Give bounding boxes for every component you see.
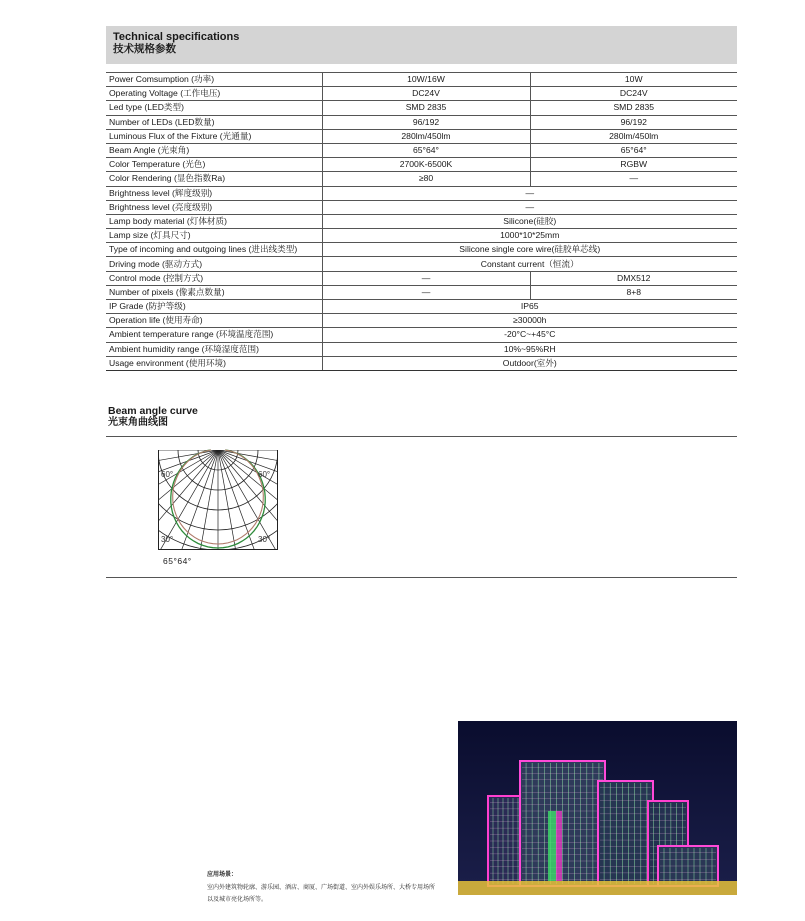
spec-table [106,72,737,371]
polar-label-30-right: 30° [258,535,271,544]
spec-row [106,229,737,243]
spec-row [106,87,737,101]
spec-param: Control mode (控制方式) [106,271,322,285]
beam-caption: 65°64° [163,556,192,566]
building-pink-strip [556,811,562,881]
spec-value-1: 2700K-6500K [322,158,530,172]
spec-value-2: SMD 2835 [530,101,737,115]
spec-value: Outdoor(室外) [322,356,737,370]
spec-row [106,200,737,214]
beam-bottom-rule [106,577,737,578]
spec-param: Type of incoming and outgoing lines (进出线类型) [106,243,322,257]
spec-row [106,285,737,299]
spec-row [106,101,737,115]
spec-value-2: 10W [530,73,737,87]
application-line-1: 室内外建筑物轮廓、游乐园、酒店、商厦、广场街道、室内外娱乐场所、大桥专用场所 [207,885,436,891]
spec-value-2: — [530,172,737,186]
spec-row [106,300,737,314]
spec-value-1: DC24V [322,87,530,101]
spec-param: Led type (LED类型) [106,101,322,115]
spec-value: ≥30000h [322,314,737,328]
spec-value-1: — [322,271,530,285]
spec-value: Constant current（恒流） [322,257,737,271]
spec-value: IP65 [322,300,737,314]
polar-label-30-left: 30° [161,535,174,544]
spec-row [106,186,737,200]
spec-row [106,73,737,87]
spec-value: 1000*10*25mm [322,229,737,243]
beam-title-cn: 光束角曲线图 [108,417,168,428]
spec-param: Color Temperature (光色) [106,158,322,172]
spec-param: Ambient temperature range (环境温度范围) [106,328,322,342]
spec-param: Ambient humidity range (环境湿度范围) [106,342,322,356]
spec-row [106,342,737,356]
application-line-2: 以及城市亮化场所等。 [207,897,268,903]
spec-row [106,356,737,370]
spec-row [106,158,737,172]
polar-top-mask [158,446,278,450]
spec-row [106,143,737,157]
spec-row [106,257,737,271]
polar-label-60-right: 60° [258,470,271,479]
photo-street-glow [458,881,737,895]
spec-header [106,26,737,64]
spec-param: IP Grade (防护等级) [106,300,322,314]
beam-title-en: Beam angle curve [108,405,198,417]
spec-value-1: — [322,285,530,299]
spec-value: — [322,200,737,214]
application-title: 应用场景： [207,872,238,878]
spec-param: Number of pixels (像素点数量) [106,285,322,299]
spec-value-2: 280lm/450lm [530,129,737,143]
spec-param: Brightness level (亮度级别) [106,200,322,214]
spec-param: Lamp size (灯具尺寸) [106,229,322,243]
spec-value: -20°C~+45°C [322,328,737,342]
spec-param: Lamp body material (灯体材质) [106,214,322,228]
spec-row [106,271,737,285]
spec-title-cn: 技术规格参数 [113,43,176,55]
spec-value-2: 65°64° [530,143,737,157]
spec-row [106,243,737,257]
polar-label-60-left: 60° [161,470,174,479]
spec-param: Luminous Flux of the Fixture (光通量) [106,129,322,143]
spec-row [106,172,737,186]
spec-value-1: ≥80 [322,172,530,186]
spec-param: Number of LEDs (LED数量) [106,115,322,129]
spec-value-1: SMD 2835 [322,101,530,115]
beam-top-rule [106,436,737,437]
spec-value: Silicone single core wire(硅胶单芯线) [322,243,737,257]
spec-param: Power Comsumption (功率) [106,73,322,87]
spec-title-en: Technical specifications [113,31,240,43]
spec-param: Brightness level (辉度级别) [106,186,322,200]
spec-param: Beam Angle (光束角) [106,143,322,157]
building-green-strip [548,811,556,881]
application-photo [458,721,737,895]
spec-param: Color Rendering (显色指数Ra) [106,172,322,186]
spec-value: Silicone(硅胶) [322,214,737,228]
spec-param: Operating Voltage (工作电压) [106,87,322,101]
spec-param: Driving mode (驱动方式) [106,257,322,271]
beam-angle-polar-chart [158,446,278,550]
spec-value-1: 96/192 [322,115,530,129]
spec-value-2: RGBW [530,158,737,172]
spec-row [106,214,737,228]
spec-value-2: DMX512 [530,271,737,285]
spec-row [106,115,737,129]
spec-row [106,314,737,328]
spec-row [106,328,737,342]
spec-value-1: 10W/16W [322,73,530,87]
spec-value-1: 65°64° [322,143,530,157]
spec-value: 10%~95%RH [322,342,737,356]
spec-value: — [322,186,737,200]
spec-value-2: DC24V [530,87,737,101]
spec-value-2: 8+8 [530,285,737,299]
beam-section-title [108,405,198,429]
spec-value-2: 96/192 [530,115,737,129]
spec-value-1: 280lm/450lm [322,129,530,143]
spec-param: Operation life (使用寿命) [106,314,322,328]
spec-row [106,129,737,143]
spec-param: Usage environment (使用环境) [106,356,322,370]
